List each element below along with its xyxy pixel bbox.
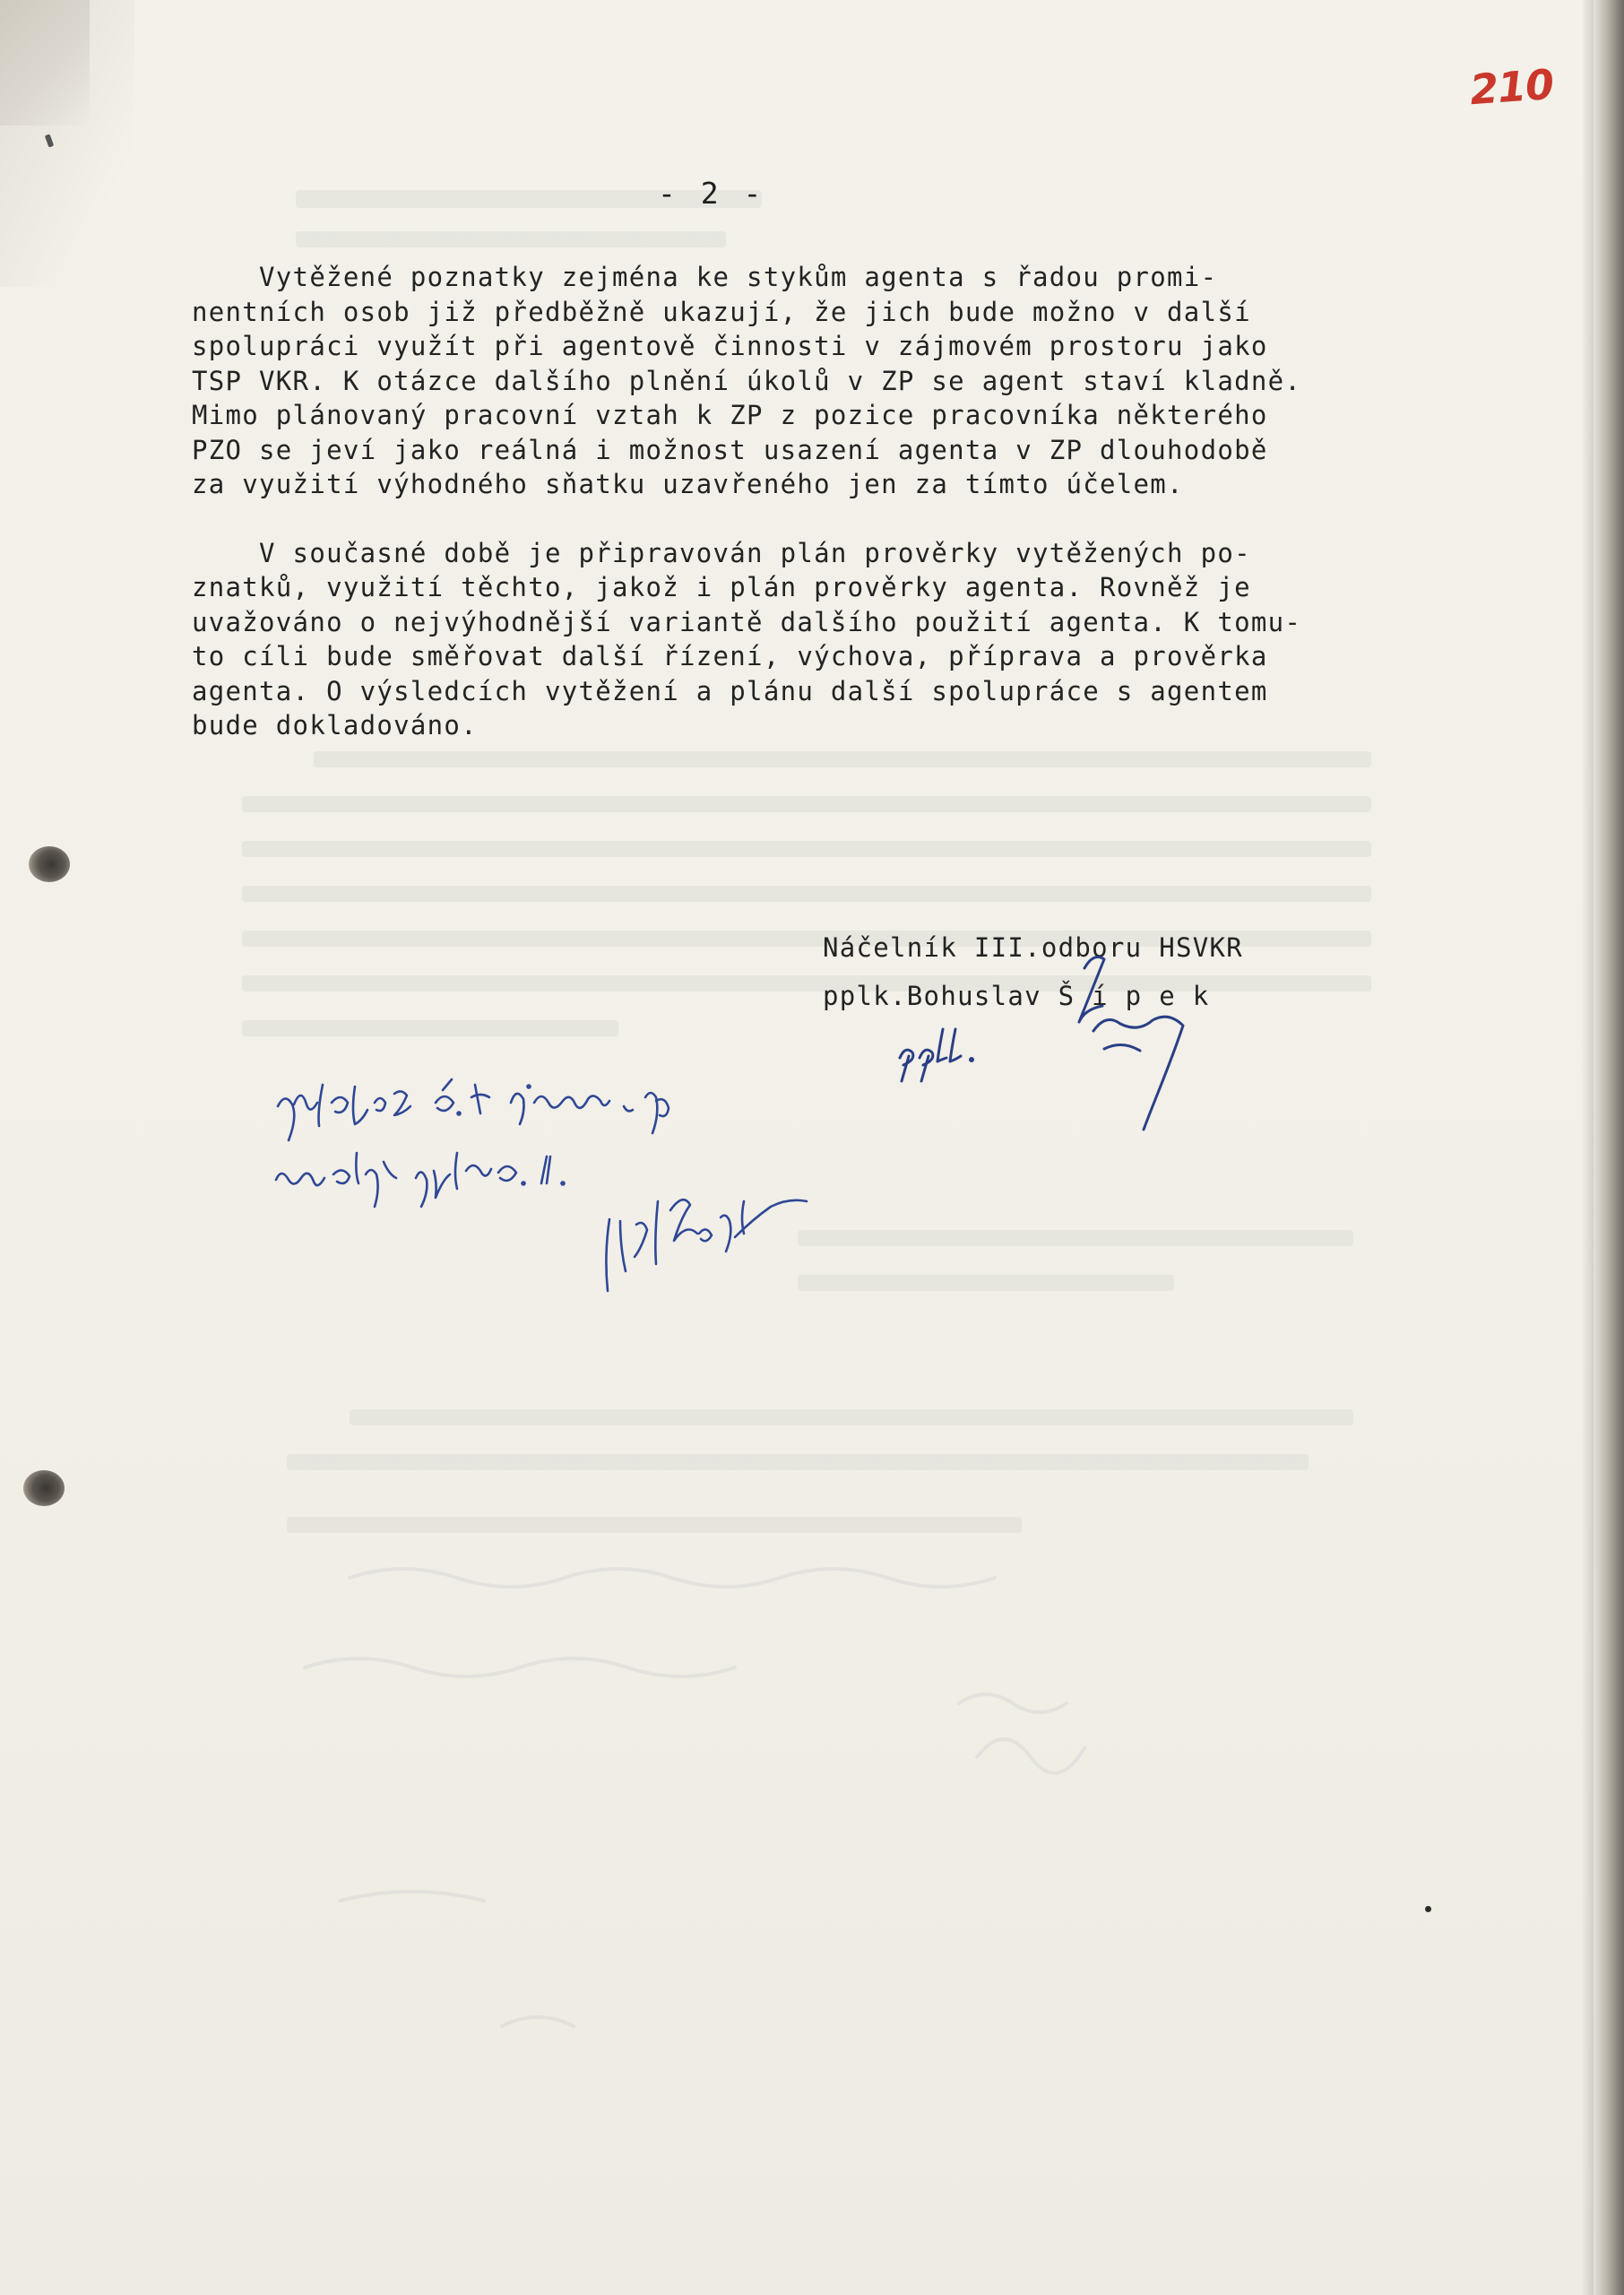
- text-line: nentních osob již předběžně ukazují, že jich bude možno v další: [192, 296, 1251, 327]
- text-line: TSP VKR. K otázce dalšího plnění úkolů v ZP se agent staví kladně.: [192, 365, 1302, 396]
- text-line: Vytěžené poznatky zejména ke stykům agenta s řadou promi-: [192, 262, 1218, 292]
- text-line: znatků, využití těchto, jakož i plán prověrky agenta. Rovněž je: [192, 572, 1251, 602]
- signatory-title: Náčelník III.odboru HSVKR: [823, 932, 1243, 963]
- signatory-name: pplk.Bohuslav Š í p e k: [823, 981, 1210, 1011]
- text-line: agenta. O výsledcích vytěžení a plánu další spolupráce s agentem: [192, 675, 1268, 706]
- text-line: spolupráci využít při agentově činnosti v zájmovém prostoru jako: [192, 331, 1268, 361]
- text-line: Mimo plánovaný pracovní vztah k ZP z pozice pracovníka některého: [192, 400, 1268, 430]
- paragraph-2: [192, 536, 1536, 743]
- text-line: PZO se jeví jako reálná i možnost usazení agenta v ZP dlouhodobě: [192, 434, 1268, 465]
- paragraph-1: [192, 260, 1536, 502]
- text-line: bude dokladováno.: [192, 710, 478, 740]
- handwritten-signature: [896, 932, 1237, 1148]
- document-body: [192, 260, 1536, 743]
- folio-number: 210: [1468, 59, 1555, 115]
- text-line: V současné době je připravován plán prověrky vytěžených po-: [192, 537, 1251, 568]
- text-line: za využití výhodného sňatku uzavřeného jen za tímto účelem.: [192, 469, 1184, 499]
- page-number: - 2 -: [658, 176, 765, 211]
- handwritten-annotation: [269, 1067, 914, 1300]
- text-line: uvažováno o nejvýhodnější variantě dalšího použití agenta. K tomu-: [192, 606, 1302, 637]
- text-line: to cíli bude směřovat další řízení, výchova, příprava a prověrka: [192, 641, 1268, 671]
